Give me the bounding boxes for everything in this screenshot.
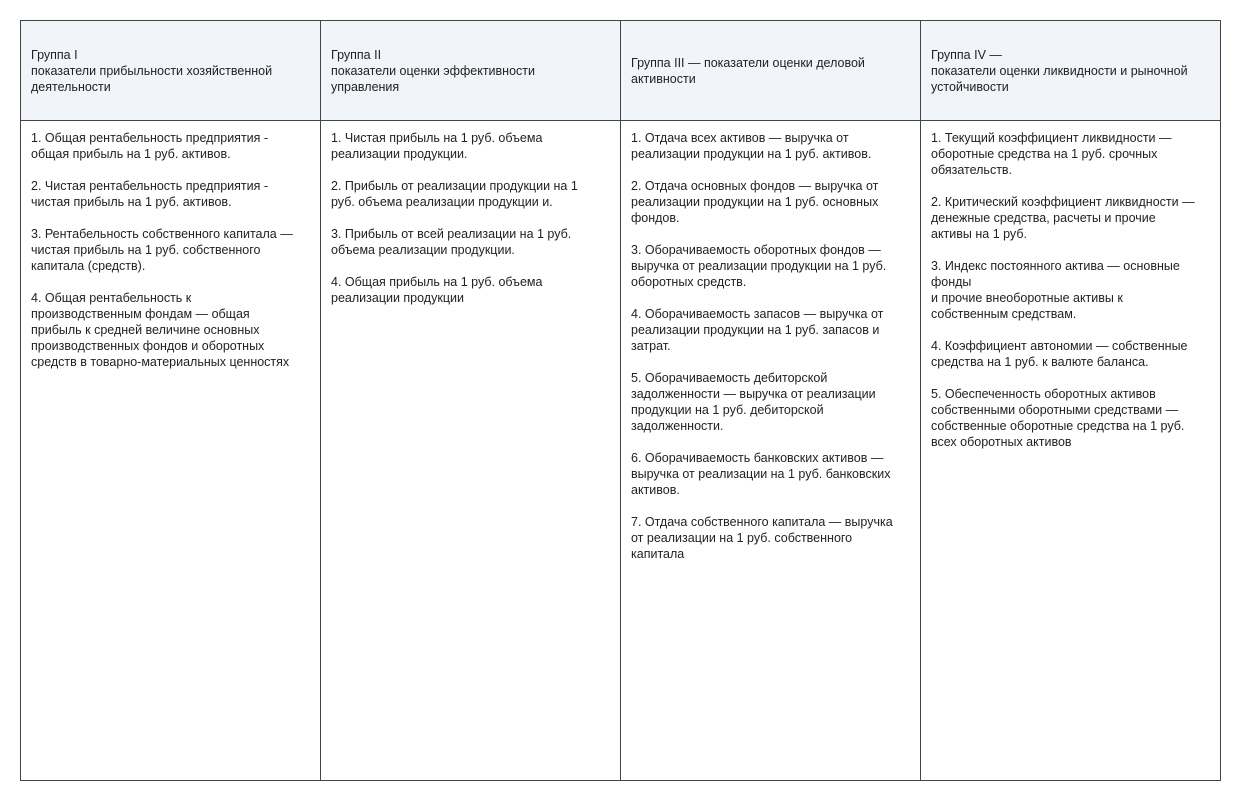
text-line: 4. Коэффициент автономии — собственные <box>931 339 1188 353</box>
indicator-item <box>631 178 910 226</box>
text-line: средств в товарно-материальных ценностях <box>31 355 290 369</box>
text-line: деятельности <box>31 79 111 94</box>
text-line: 4. Общая прибыль на 1 руб. объема <box>331 275 543 289</box>
indicator-item <box>931 130 1210 178</box>
table-body <box>21 121 1221 781</box>
text-line: оборотные средства на 1 руб. срочных <box>931 147 1158 161</box>
text-line: фонды <box>931 275 972 289</box>
group-cell-3 <box>621 121 921 781</box>
indicator-item <box>31 130 310 162</box>
text-line: реализации продукции. <box>331 147 468 161</box>
text-line: 4. Общая рентабельность к <box>31 291 192 305</box>
indicator-item <box>31 226 310 274</box>
group-cell-4 <box>921 121 1221 781</box>
text-line: показатели оценки эффективности <box>331 63 535 78</box>
group-header-1 <box>21 21 321 121</box>
indicator-list <box>321 121 620 306</box>
header-text <box>621 55 920 87</box>
group-header-2 <box>321 21 621 121</box>
indicator-item <box>631 242 910 290</box>
text-line: средства на 1 руб. к валюте баланса. <box>931 355 1149 369</box>
indicator-item <box>331 226 610 258</box>
table-head <box>21 21 1221 121</box>
text-line: собственные оборотные средства на 1 руб. <box>931 419 1185 433</box>
text-line: 2. Критический коэффициент ликвидности — <box>931 195 1195 209</box>
text-line: затрат. <box>631 339 671 353</box>
group-cell-1 <box>21 121 321 781</box>
text-line: и прочие внеоборотные активы к <box>931 291 1123 305</box>
indicator-item <box>631 514 910 562</box>
indicator-item <box>931 386 1210 450</box>
text-line: чистая прибыль на 1 руб. активов. <box>31 195 232 209</box>
header-text <box>21 47 320 95</box>
indicator-item <box>931 258 1210 322</box>
text-line: 3. Индекс постоянного актива — основные <box>931 259 1180 273</box>
text-line: 1. Общая рентабельность предприятия - <box>31 131 269 145</box>
text-line: выручка от реализации продукции на 1 руб. <box>631 259 887 273</box>
group-header-4 <box>921 21 1221 121</box>
indicator-item <box>631 306 910 354</box>
indicator-item <box>331 130 610 162</box>
text-line: собственным средствам. <box>931 307 1077 321</box>
text-line: реализации продукции на 1 руб. активов. <box>631 147 872 161</box>
text-line: всех оборотных активов <box>931 435 1072 449</box>
indicator-item <box>331 274 610 306</box>
text-line: объема реализации продукции. <box>331 243 515 257</box>
text-line: 4. Оборачиваемость запасов — выручка от <box>631 307 884 321</box>
text-line: активов. <box>631 483 680 497</box>
text-line: Группа I <box>31 47 78 62</box>
text-line: 3. Прибыль от всей реализации на 1 руб. <box>331 227 572 241</box>
text-line: руб. объема реализации продукции и. <box>331 195 553 209</box>
text-line: производственных фондов и оборотных <box>31 339 265 353</box>
header-row <box>21 21 1221 121</box>
indicator-list <box>21 121 320 370</box>
indicator-item <box>331 178 610 210</box>
indicator-item <box>631 450 910 498</box>
text-line: 2. Прибыль от реализации продукции на 1 <box>331 179 578 193</box>
text-line: денежные средства, расчеты и прочие <box>931 211 1156 225</box>
text-line: 6. Оборачиваемость банковских активов — <box>631 451 884 465</box>
text-line: Группа II <box>331 47 382 62</box>
indicator-item <box>31 178 310 210</box>
text-line: обязательств. <box>931 163 1013 177</box>
text-line: задолженности. <box>631 419 724 433</box>
text-line: 2. Чистая рентабельность предприятия - <box>31 179 269 193</box>
text-line: реализации продукции на 1 руб. запасов и <box>631 323 880 337</box>
text-line: оборотных средств. <box>631 275 747 289</box>
text-line: показатели прибыльности хозяйственной <box>31 63 273 78</box>
indicator-item <box>931 338 1210 370</box>
text-line: задолженности — выручка от реализации <box>631 387 876 401</box>
text-line: фондов. <box>631 211 680 225</box>
header-text <box>321 47 620 95</box>
text-line: капитала <box>631 547 685 561</box>
text-line: от реализации на 1 руб. собственного <box>631 531 853 545</box>
text-line: управления <box>331 79 400 94</box>
indicator-item <box>631 370 910 434</box>
text-line: капитала (средств). <box>31 259 146 273</box>
text-line: 2. Отдача основных фондов — выручка от <box>631 179 879 193</box>
indicator-item <box>931 194 1210 242</box>
text-line: 5. Оборачиваемость дебиторской <box>631 371 828 385</box>
text-line: прибыль к средней величине основных <box>31 323 260 337</box>
text-line: 3. Оборачиваемость оборотных фондов — <box>631 243 881 257</box>
group-cell-2 <box>321 121 621 781</box>
indicator-list <box>921 121 1220 450</box>
header-text <box>921 47 1220 95</box>
text-line: активы на 1 руб. <box>931 227 1027 241</box>
text-line: показатели оценки ликвидности и рыночной <box>931 63 1188 78</box>
text-line: Группа III — показатели оценки деловой <box>631 55 865 70</box>
text-line: продукции на 1 руб. дебиторской <box>631 403 824 417</box>
indicator-item <box>31 290 310 370</box>
indicator-groups-table <box>20 20 1221 781</box>
indicator-item <box>631 130 910 162</box>
indicator-list <box>621 121 920 562</box>
text-line: чистая прибыль на 1 руб. собственного <box>31 243 261 257</box>
text-line: 5. Обеспеченность оборотных активов <box>931 387 1156 401</box>
text-line: Группа IV — <box>931 47 1002 62</box>
text-line: 1. Текущий коэффициент ликвидности — <box>931 131 1172 145</box>
text-line: 3. Рентабельность собственного капитала — <box>31 227 293 241</box>
text-line: 1. Отдача всех активов — выручка от <box>631 131 849 145</box>
text-line: производственным фондам — общая <box>31 307 250 321</box>
text-line: реализации продукции <box>331 291 464 305</box>
text-line: реализации продукции на 1 руб. основных <box>631 195 879 209</box>
content-row <box>21 121 1221 781</box>
text-line: общая прибыль на 1 руб. активов. <box>31 147 231 161</box>
text-line: собственными оборотными средствами — <box>931 403 1179 417</box>
text-line: активности <box>631 71 696 86</box>
text-line: выручка от реализации на 1 руб. банковских <box>631 467 891 481</box>
text-line: 1. Чистая прибыль на 1 руб. объема <box>331 131 543 145</box>
text-line: 7. Отдача собственного капитала — выручка <box>631 515 893 529</box>
group-header-3 <box>621 21 921 121</box>
text-line: устойчивости <box>931 79 1009 94</box>
